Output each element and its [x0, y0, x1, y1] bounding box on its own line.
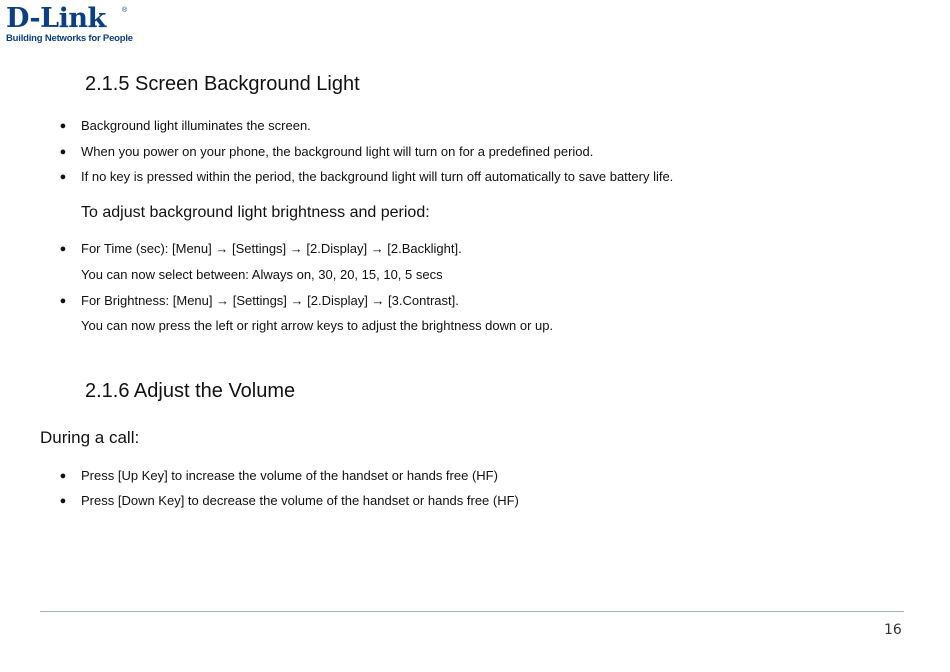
section-title-adjust-volume: 2.1.6 Adjust the Volume [85, 380, 296, 402]
list-item-text: Press [Down Key] to decrease the volume of the handset or hands free (HF) [81, 493, 519, 508]
page-number: 16 [884, 622, 902, 638]
bullet-icon: ● [59, 146, 67, 158]
list-item-text: Background light illuminates the screen. [81, 118, 311, 133]
note-text: You can now press the left or right arrow keys to adjust the brightness down or up. [81, 318, 554, 333]
list-item-text: For Brightness: [Menu] → [Settings] → [2.Display] → [3.Contrast]. [81, 293, 459, 308]
subheading-adjust-background-light: To adjust background light brightness and period: [81, 204, 430, 221]
bullet-icon: ● [59, 243, 67, 255]
logo-registered-mark: ® [122, 7, 128, 14]
logo-wordmark: D-Link [6, 3, 106, 34]
section-title-screen-background-light: 2.1.5 Screen Background Light [85, 73, 360, 95]
note-text: You can now select between: Always on, 30, 20, 15, 10, 5 secs [81, 267, 443, 282]
list-item-text: For Time (sec): [Menu] → [Settings] → [2.Display] → [2.Backlight]. [81, 241, 462, 256]
footer-divider [40, 611, 904, 612]
list-item-text: When you power on your phone, the background light will turn on for a predefined period. [81, 144, 594, 159]
list-item-text: If no key is pressed within the period, the background light will turn off automatically to save battery life. [81, 169, 674, 184]
subheading-during-call: During a call: [40, 428, 140, 447]
bullet-icon: ● [59, 295, 67, 307]
bullet-icon: ● [59, 120, 67, 132]
list-item-text: Press [Up Key] to increase the volume of the handset or hands free (HF) [81, 468, 498, 483]
bullet-icon: ● [59, 495, 67, 507]
bullet-icon: ● [59, 470, 67, 482]
bullet-icon: ● [59, 171, 67, 183]
d-link-logo [6, 5, 132, 45]
logo-tagline: Building Networks for People [6, 33, 133, 44]
